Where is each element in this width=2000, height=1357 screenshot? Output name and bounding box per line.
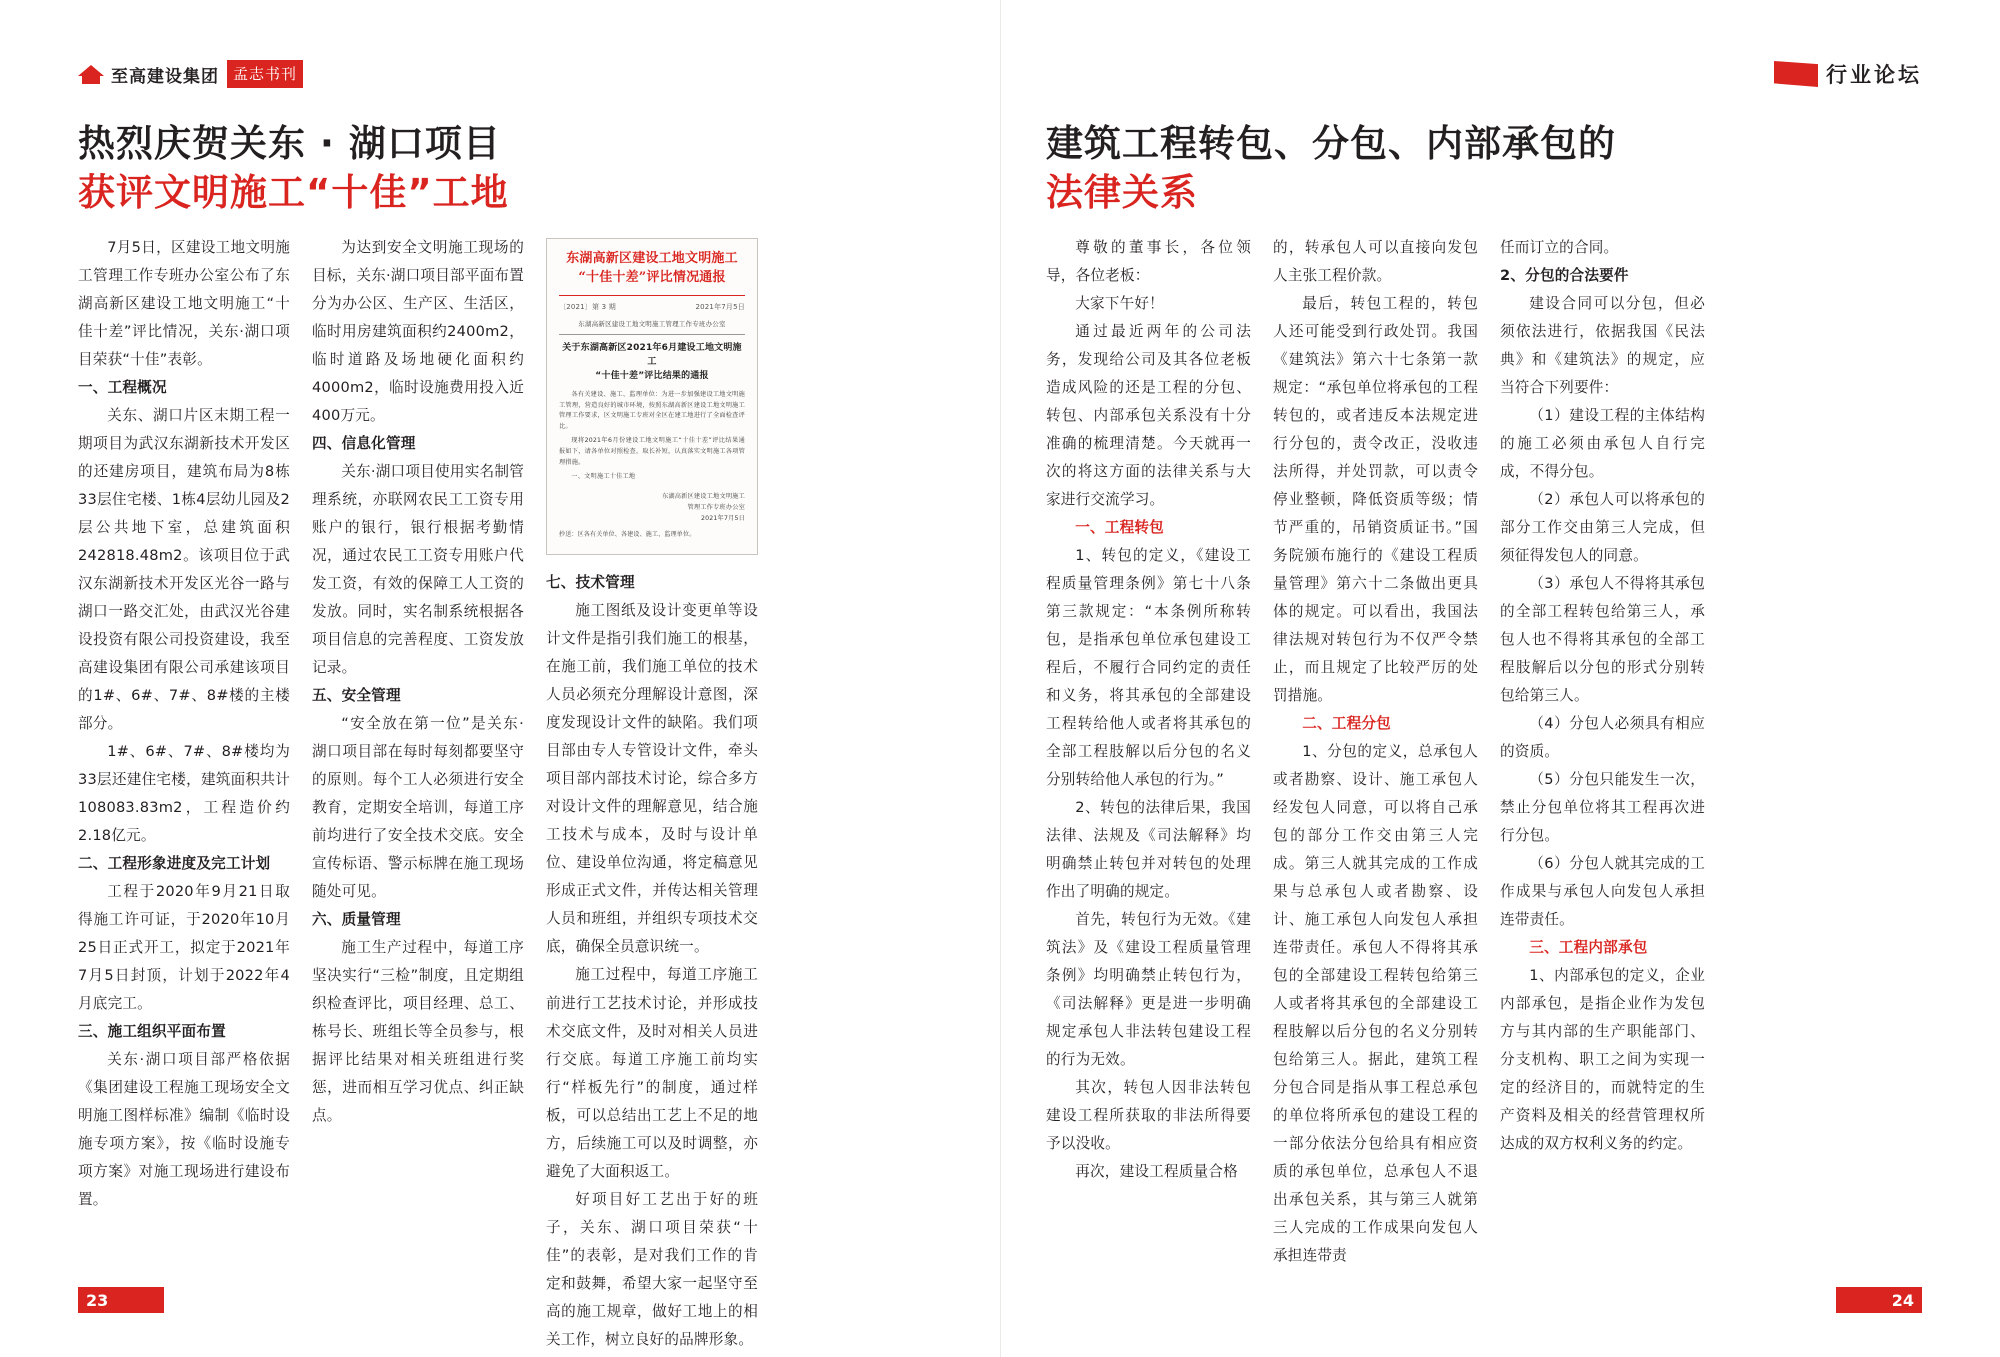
left-columns: [78, 234, 954, 1354]
right-masthead: [1046, 54, 1922, 94]
paragraph: 的，转承包人可以直接向发包人主张工程价款。: [1273, 238, 1478, 284]
right-column-1: [1046, 234, 1251, 1187]
right-column-3: [1500, 234, 1705, 1159]
section-heading: 七、技术管理: [546, 574, 635, 592]
headline-line-1: 建筑工程转包、分包、内部承包的: [1046, 122, 1616, 165]
left-column-3: [546, 234, 758, 1354]
logo-seal: 孟志书刊: [227, 60, 303, 88]
notice-paragraph: 一、文明施工十佳工地: [571, 472, 636, 480]
notice-date: 2021年7月5日: [695, 302, 745, 311]
page-number-right: 24: [1836, 1287, 1922, 1313]
right-page: [1000, 0, 2000, 1357]
paragraph: （3）承包人不得将其承包的全部工程转包给第三人，承包人也不得将其承包的全部工程肢解后以分包的形式分别转包给第三人。: [1500, 574, 1705, 704]
section-heading: 2、分包的合法要件: [1500, 266, 1629, 284]
notice-body: [559, 390, 745, 483]
house-triangle-icon: [78, 62, 104, 86]
notice-distribution: 抄送：区各有关单位、各建设、施工、监理单位。: [559, 531, 696, 539]
section-label: 行业论坛: [1826, 63, 1922, 87]
left-headline: [78, 120, 954, 218]
paragraph: 其次，转包人因非法转包建设工程所获取的非法所得要予以没收。: [1046, 1079, 1251, 1153]
paragraph: 再次，建设工程质量合格: [1075, 1163, 1238, 1181]
paragraph: 施工图纸及设计变更单等设计文件是指引我们施工的根基，在施工前，我们施工单位的技术人员必须充分理解设计意图，深度发现设计文件的缺陷。我们项目部由专人专管设计文件，牵头项目部内部技术讨论，综合多方对设计文件的理解意见，结合施工技术与成本，及时与设计单位、建设单位沟通，将定稿意见形成正式文件，并传达相关管理人员和班组，并组织专项技术交底，确保全员意识统一。: [546, 602, 758, 956]
notice-title-line-1: 东湖高新区建设工地文明施工: [566, 250, 738, 266]
paragraph: 1、内部承包的定义，企业内部承包，是指企业作为发包方与其内部的生产职能部门、分支机构、职工之间为实现一定的经济目的，而就特定的生产资料及相关的经营管理权所达成的双方权利义务的约定。: [1500, 967, 1705, 1153]
paragraph: 关东·湖口项目部严格依据《集团建设工程施工现场安全文明施工图样标准》编制《临时设施专项方案》，按《临时设施专项方案》对施工现场进行建设布置。: [78, 1051, 290, 1209]
notice-issue: 〔2021〕第 3 期: [559, 302, 616, 311]
left-column-1: [78, 234, 290, 1215]
headline-line-1: 热烈庆贺关东 · 湖口项目: [78, 122, 501, 165]
section-badge: [1774, 59, 1922, 89]
notice-title-line-2: “十佳十差”评比情况通报: [578, 270, 726, 286]
paragraph: （6）分包人就其完成的工作成果与承包人向发包人承担连带责任。: [1500, 855, 1705, 929]
headline-line-2: 获评文明施工“十佳”工地: [78, 170, 509, 214]
paragraph: 2、转包的法律后果，我国法律、法规及《司法解释》均明确禁止转包并对转包的处理作出了明确的规定。: [1046, 798, 1251, 901]
left-masthead: [78, 54, 954, 94]
greeting: 大家下午好！: [1075, 294, 1164, 312]
paragraph: 施工过程中，每道工序施工前进行工艺技术讨论，并形成技术交底文件，及时对相关人员进行交底。每道工序施工前均实行“样板先行”的制度，通过样板，可以总结出工艺上不足的地方，后续施工可以及时调整，亦避免了大面积返工。: [546, 966, 758, 1180]
paragraph: 任而订立的合同。: [1500, 238, 1619, 256]
notice-title: [559, 249, 745, 288]
paragraph: 通过最近两年的公司法务，发现给公司及其各位老板造成风险的还是工程的分包、转包、内部承包关系没有十分准确的梳理清楚。今天就再一次的将这方面的法律关系与大家进行交流学习。: [1046, 322, 1251, 508]
paragraph: 建设合同可以分包，但必须依法进行，依据我国《民法典》和《建筑法》的规定，应当符合下列要件：: [1500, 294, 1705, 396]
paragraph: （1）建设工程的主体结构的施工必须由承包人自行完成，不得分包。: [1500, 406, 1705, 480]
section-heading: 五、安全管理: [312, 686, 401, 704]
paragraph: 1、分包的定义，总承包人或者勘察、设计、施工承包人经发包人同意，可以将自己承包的部分工作交由第三人完成。第三人就其完成的工作成果与总承包人或者勘察、设计、施工承包人向发包人承担连带责任。承包人不得将其承包的全部建设工程转包给第三人或者将其承包的全部建设工程肢解以后分包的名义分别转包给第三人。据此，建筑工程分包合同是指从事工程总承包的单位将所承包的建设工程的一部分依法分包给具有相应资质的承包单位，总承包人不退出承包关系，其与第三人就第三人完成的工作成果向发包人承担连带责: [1273, 742, 1478, 1265]
section-heading: 六、质量管理: [312, 911, 401, 929]
paragraph: 7月5日，区建设工地文明施工管理工作专班办公室公布了东湖高新区建设工地文明施工“十佳十差”评比情况，关东·湖口项目荣获“十佳”表彰。: [78, 238, 290, 368]
notice-signature-line-1: 东湖高新区建设工地文明施工: [661, 493, 745, 501]
paragraph: 关东、湖口片区末期工程一期项目为武汉东湖新技术开发区的还建房项目，建筑布局为8栋33层住宅楼、1栋4层幼儿园及2层公共地下室，总建筑面积242818.48m2。该项目位于武汉东湖新技术开发区光谷一路与湖口一路交汇处，由武汉光谷建设投资有限公司投资建设，我至高建设集团有限公司承建该项目的1#、6#、7#、8#楼的主楼部分。: [78, 406, 290, 732]
headline-line-2: 法律关系: [1046, 170, 1198, 214]
paragraph: 关东·湖口项目使用实名制管理系统，亦联网农民工工资专用账户的银行，银行根据考勤情况，通过农民工工资专用账户代发工资，有效的保障工人工资的发放。同时，实名制系统根据各项目信息的完善程度、工资发放记录。: [312, 462, 524, 676]
notice-subject-line-2: “十佳十差”评比结果的通报: [595, 371, 709, 382]
section-heading: 二、工程形象进度及完工计划: [78, 855, 271, 872]
paragraph: 最后，转包工程的，转包人还可能受到行政处罚。我国《建筑法》第六十七条第一款规定：“承包单位将承包的工程转包的，或者违反本法规定进行分包的，责令改正，没收违法所得，并处罚款，可以责令停业整顿，降低资质等级；情节严重的，吊销资质证书。”国务院颁布施行的《建设工程质量管理》第六十二条做出更具体的规定。可以看出，我国法律法规对转包行为不仅严令禁止，而且规定了比较严厉的处罚措施。: [1273, 294, 1478, 704]
notice-organization: 东湖高新区建设工地文明施工管理工作专班办公室: [559, 318, 745, 334]
right-columns: [1046, 234, 1922, 1271]
paragraph: （4）分包人必须具有相应的资质。: [1500, 714, 1705, 760]
paragraph: （2）承包人可以将承包的部分工作交由第三人完成，但须征得发包人的同意。: [1500, 490, 1705, 564]
paragraph: 工程于2020年9月21日取得施工许可证，于2020年10月25日正式开工，拟定于2021年7月5日封顶，计划于2022年4月底完工。: [78, 883, 290, 1013]
notice-subject-line-1: 关于东湖高新区2021年6月建设工地文明施工: [562, 342, 742, 367]
section-heading: 三、施工组织平面布置: [78, 1023, 226, 1041]
right-column-2: [1273, 234, 1478, 1271]
paragraph: 施工生产过程中，每道工序坚决实行“三检”制度，且定期组织检查评比，项目经理、总工、栋号长、班组长等全员参与，根据评比结果对相关班组进行奖惩，进而相互学习优点、纠正缺点。: [312, 939, 524, 1125]
paragraph: 1#、6#、7#、8#楼均为33层还建住宅楼，建筑面积共计108083.83m2，工程造价约2.18亿元。: [78, 742, 290, 844]
paragraph: 1、转包的定义，《建设工程质量管理条例》第七十八条第三款规定：“本条例所称转包，是指承包单位承包建设工程后，不履行合同约定的责任和义务，将其承包的全部建设工程转给他人或者将其承包的全部工程肢解以后分包的名义分别转给他人承包的行为。”: [1046, 546, 1251, 788]
paragraph: 为达到安全文明施工现场的目标，关东·湖口项目部平面布置分为办公区、生产区、生活区，临时用房建筑面积约2400m2，临时道路及场地硬化面积约4000m2，临时设施费用投入近400万元。: [312, 238, 524, 424]
red-flag-icon: [1774, 61, 1818, 87]
section-heading: 三、工程内部承包: [1529, 939, 1648, 957]
section-heading: 四、信息化管理: [312, 434, 416, 452]
notice-meta: [559, 301, 745, 314]
page-number-left: 23: [78, 1287, 164, 1313]
logo-text: 至高建设集团: [111, 66, 219, 87]
right-headline: [1046, 120, 1922, 218]
notice-signature-date: 2021年7月5日: [701, 514, 745, 522]
section-heading: 一、工程转包: [1075, 518, 1164, 536]
salutation: 尊敬的董事长，各位领导，各位老板：: [1046, 238, 1251, 284]
paragraph: 好项目好工艺出于好的班子，关东、湖口项目荣获“十佳”的表彰，是对我们工作的肯定和鼓舞，希望大家一起坚守至高的施工规章，做好工地上的相关工作，树立良好的品牌形象。: [546, 1190, 758, 1348]
paragraph: （5）分包只能发生一次，禁止分包单位将其工程再次进行分包。: [1500, 770, 1705, 844]
notice-document-image: [546, 238, 758, 556]
paragraph: “安全放在第一位”是关东·湖口项目部在每时每刻都要坚守的原则。每个工人必须进行安全教育，定期安全培训，每道工序前均进行了安全技术交底。安全宣传标语、警示标牌在施工现场随处可见。: [312, 714, 524, 901]
notice-divider: [559, 295, 745, 296]
notice-paragraph: 各有关建设、施工、监理单位：为进一步加强建设工地文明施工管理，营造良好的城市环境，按照东湖高新区建设工地文明施工管理工作要求，区文明施工专班对全区在建工地进行了全面检查评比。: [559, 390, 745, 431]
left-column-2: [312, 234, 524, 1131]
notice-signature-line-2: 管理工作专班办公室: [687, 504, 745, 512]
section-heading: 一、工程概况: [78, 378, 167, 396]
notice-subject: [559, 341, 745, 384]
notice-paragraph: 现将2021年6月份建设工地文明施工“十佳十差”评比结果通报如下，请各单位对照检查，取长补短，认真落实文明施工各项管理措施。: [559, 437, 745, 466]
section-heading: 二、工程分包: [1302, 714, 1391, 732]
notice-signature: [559, 492, 745, 524]
paragraph: 首先，转包行为无效。《建筑法》及《建设工程质量管理条例》均明确禁止转包行为，《司法解释》更是进一步明确规定承包人非法转包建设工程的行为无效。: [1046, 911, 1251, 1069]
